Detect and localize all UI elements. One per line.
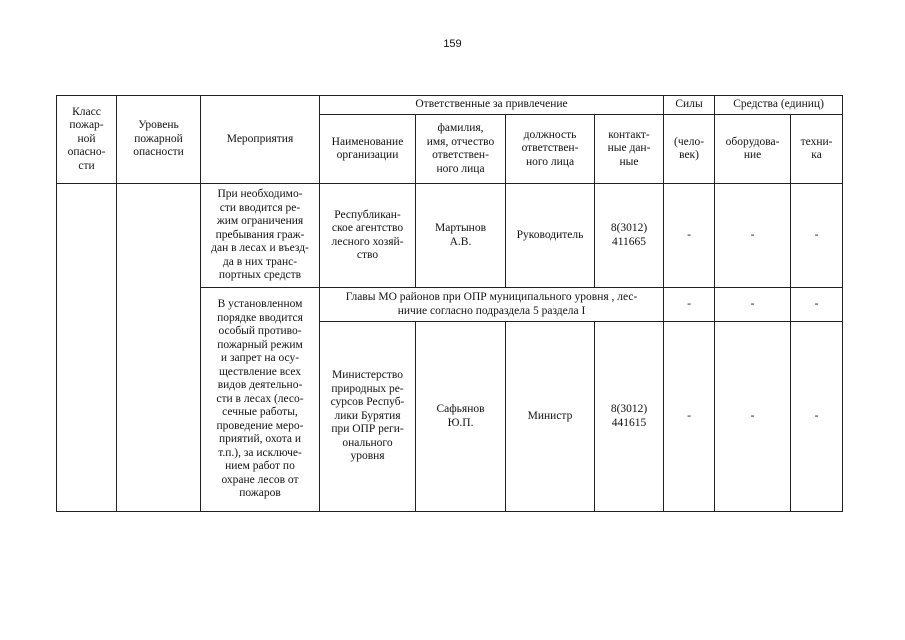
equipment-cell: - (715, 288, 791, 322)
table-row (57, 184, 843, 288)
people-cell: - (664, 184, 715, 288)
merged-responsible-cell: Главы МО районов при ОПР муниципального уровня , лес- ничие согласно подраздела 5 раздела I (320, 288, 664, 322)
cell-level (117, 184, 201, 512)
cell-class (57, 184, 117, 512)
header-contacts: контакт- ные дан- ные (595, 115, 664, 184)
position-cell: Министр (506, 322, 595, 512)
contacts-cell: 8(3012) 441615 (595, 322, 664, 512)
header-forces: Силы (664, 96, 715, 115)
people-cell: - (664, 322, 715, 512)
header-equipment: оборудова- ние (715, 115, 791, 184)
header-org-name: Наименование организации (320, 115, 416, 184)
equipment-cell: - (715, 322, 791, 512)
header-means: Средства (единиц) (715, 96, 843, 115)
equipment-cell: - (715, 184, 791, 288)
position-cell: Руководитель (506, 184, 595, 288)
header-level: Уровень пожарной опасности (117, 96, 201, 184)
header-people: (чело- век) (664, 115, 715, 184)
header-fio: фамилия, имя, отчество ответствен- ного лица (416, 115, 506, 184)
header-class: Класс пожар- ной опасно- сти (57, 96, 117, 184)
vehicles-cell: - (791, 184, 843, 288)
org-cell: Министерство природных ре- сурсов Респуб- лики Бурятия при ОПР реги- онального уровня (320, 322, 416, 512)
header-responsible: Ответственные за привлечение (320, 96, 664, 115)
measure-cell: При необходимо- сти вводится ре- жим ограничения пребывания граж- дан в лесах и въезд- да в них транс- портных средств (201, 184, 320, 288)
people-cell: - (664, 288, 715, 322)
org-cell: Республикан- ское агентство лесного хозяй- ство (320, 184, 416, 288)
fio-cell: Сафьянов Ю.П. (416, 322, 506, 512)
header-vehicles: техни- ка (791, 115, 843, 184)
header-position: должность ответствен- ного лица (506, 115, 595, 184)
vehicles-cell: - (791, 322, 843, 512)
fio-cell: Мартынов А.В. (416, 184, 506, 288)
page-number: 159 (443, 38, 462, 50)
header-measures: Мероприятия (201, 96, 320, 184)
contacts-cell: 8(3012) 411665 (595, 184, 664, 288)
fire-measures-table (56, 95, 843, 512)
vehicles-cell: - (791, 288, 843, 322)
measure-cell: В установленном порядке вводится особый противо- пожарный режим и запрет на осу- ществление всех видов деятельно- сти в лесах (лесо- сечные работы, проведение меро- приятий, охота и т.п.), за исключе- нием работ по охране лесов от пожаров (201, 288, 320, 512)
